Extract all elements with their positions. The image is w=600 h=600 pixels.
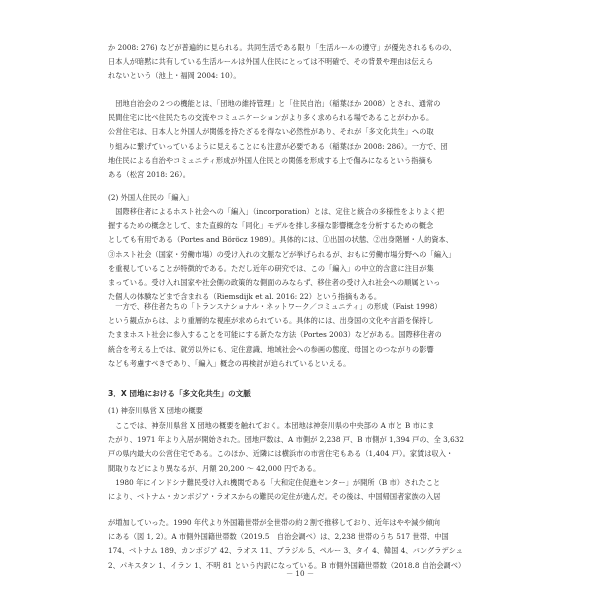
paragraph-5 <box>108 419 496 504</box>
text-line: たままホスト社会に参入することを可能にする新たな方法（Portes 2003）などがある。国際移住者の <box>108 330 442 340</box>
text-line: 1980 年にインドシナ難民受け入れ機関である「大和定住促進センター」が開所（B 市）されたこと <box>108 477 441 487</box>
page-number: － 10 － <box>285 569 315 578</box>
text-line: なども考慮すべきであり、「編入」概念の再検討が迫られているといえる。 <box>108 358 351 368</box>
text-line: ある（松宮 2018: 26）。 <box>108 170 190 180</box>
text-line: 地住民による自治やコミュニティ形成が外国人住民との関係を形成する上で傷みになるという指摘も <box>108 155 433 165</box>
text-line: 一方で、移住者たちの「トランスナショナル・ネットワーク／コミュニティ」の形成（Faist 1998） <box>108 302 442 311</box>
subheading-x-danchi-overview: (1) 神奈川県営 X 団地の概要 <box>108 406 203 415</box>
text-line: 2、パキスタン 1、イラン 1、不明 81 という内訳になっている。B 市側外国籍世帯数（2018.8 自治会調べ） <box>108 560 466 570</box>
text-line: 174、ベトナム 189、カンボジア 42、ラオス 11、ブラジル 5、ペルー 3、タイ 4、韓国 4、バングラデシュ <box>108 546 463 556</box>
paragraph-2 <box>108 97 496 182</box>
text-line: 国際移住者によるホスト社会への「編入」（incorporation）とは、定住と統合の多様性をよりよく把 <box>108 207 445 216</box>
text-line: が増加していった。1990 年代より外国籍世帯が全世帯の約２割で推移しており、近年はやや減少傾向 <box>108 518 441 527</box>
text-line: た個人の体験などまで含まれる（Riemsdijk et al. 2016: 22）という指摘もある。 <box>108 292 382 302</box>
text-line: 公営住宅は、日本人と外国人が関係を持たざるを得ない必然性があり、それが「多文化共生」への取 <box>108 127 434 137</box>
text-line: 日本人が暗黙に共有している生活ルールは外国人住民にとっては不明確で、その背景や理由は伝えら <box>108 57 434 67</box>
text-line: 握するための概念として、また直線的な「同化」モデルを排し多様な影響概念を分析するための概念 <box>108 221 434 231</box>
text-line: ここでは、神奈川県営 X 団地の概要を触れておく。本団地は神奈川県の中央部の A 市と B 市にま <box>108 421 435 430</box>
text-line: 統合を考える上では、就労以外にも、定住意識、地域社会への参画の態度、母国とのつながりの影響 <box>108 344 434 354</box>
text-line: により、ベトナム・カンボジア・ラオスからの難民の定住が進んだ。その後は、中国帰国者家族の入居 <box>108 492 441 502</box>
text-line: 間取りなどにより異なるが、月額 20,200 ～ 42,000 円である。 <box>108 463 321 473</box>
subheading-foreign-residents-incorporation: (2) 外国人住民の「編入」 <box>108 193 194 202</box>
text-line: か 2008: 276) などが普遍的に見られる。共同生活である限り「生活ルールの遵守」が優先されるものの、 <box>108 43 457 52</box>
paragraph-6 <box>108 516 496 573</box>
text-line: を重視していることが特徴的である。ただし近年の研究では、この「編入」の中立的含意に注目が集 <box>108 263 434 273</box>
text-line: ③ホスト社会（国家・労働市場）の受け入れの文脈などが挙げられるが、おもに労働市場分野への「編入」 <box>108 249 456 259</box>
text-line: 民間住宅に比べ住民たちの交流やコミュニケーションがより多く求められる場であることがわかる。 <box>108 113 434 123</box>
section-heading: 3．X 団地における「多文化共生」の文脈 <box>108 389 251 398</box>
text-line: り組みに繋げていっているように見えることにも注意が必要である（稲葉ほか 2008: 286）。一方で、団 <box>108 141 448 151</box>
text-line: たがり、1971 年より入居が開始された。団地戸数は、A 市側が 2,238 戸、B 市側が 1,394 戸の、全 3,632 <box>108 435 465 445</box>
text-line: 団地自治会の２つの機能とは、「団地の維持管理」と「住民自治」（稲葉ほか 2008）とされ、通常の <box>108 99 441 108</box>
text-line: れないという（池上・福岡 2004: 10）。 <box>108 71 241 81</box>
text-line: にある（図 1, 2）。A 市側外国籍世帯数（2019.5 自治会調べ）は、2,238 世帯のうち 517 世帯、中国 <box>108 532 449 542</box>
text-line: まっている。受け入れ国家や社会側の政策的な側面のみならず、移住者の受け入れ社会への順属といっ <box>108 278 441 288</box>
paragraph-3 <box>108 205 496 304</box>
text-line: という観点からは、より重層的な視座が求められている。具体的には、出身国の文化や言語を保持し <box>108 316 434 326</box>
text-line: としても有用である（Portes and Böröcz 1989）。具体的には、①出国の状態、②出身階層・人的資本、 <box>108 235 454 245</box>
text-line: 戸の県内最大の公営住宅である。このほか、近隣には横浜市の市営住宅もある（1,404 戸）。家賃は収入・ <box>108 449 454 459</box>
paragraph-1 <box>108 41 496 84</box>
paragraph-4 <box>108 300 496 371</box>
